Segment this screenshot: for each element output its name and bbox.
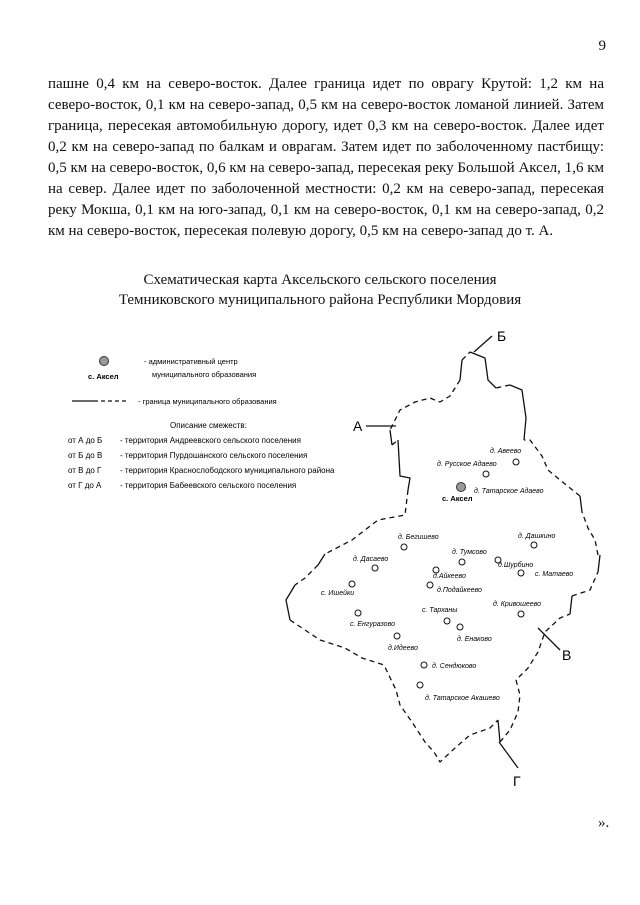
adjacency-segment: от Г до А <box>68 481 102 490</box>
boundary-point-g: Г <box>513 773 521 789</box>
settlement-label: д. Татарское Адаево <box>474 488 544 495</box>
settlement-label: д.Подайкеево <box>437 587 482 594</box>
legend-center-desc-2: муниципального образования <box>152 370 257 379</box>
leader-b <box>474 336 492 352</box>
settlement-label: с. Матаево <box>535 571 574 578</box>
settlement-marker <box>444 618 450 624</box>
legend-adjacency-title: Описание смежеств: <box>170 421 247 430</box>
settlement-label-center: с. Аксел <box>442 494 473 503</box>
closing-quote: ». <box>598 815 610 831</box>
settlement-label: д. Тумсово <box>452 549 487 556</box>
settlement-label: д.Айкеево <box>433 573 466 580</box>
settlement-label: д. Дасаево <box>353 556 389 563</box>
admin-center-icon <box>457 483 466 492</box>
settlement-marker <box>401 544 407 550</box>
adjacency-desc: - территория Бабеевского сельского поселения <box>120 481 297 490</box>
adjacency-segment: от В до Г <box>68 466 102 475</box>
boundary-solid-segments <box>286 352 600 742</box>
map-title-line-1: Схематическая карта Аксельского сельского поселения <box>143 272 497 288</box>
leader-v <box>538 628 560 650</box>
leader-g <box>499 742 518 768</box>
settlement-label: д. Енаково <box>457 636 492 643</box>
settlement-label: д. Дашкино <box>518 533 556 540</box>
settlement-label: с. Енгуразово <box>350 621 395 628</box>
settlement-marker <box>518 611 524 617</box>
legend-border-desc: - граница муниципального образования <box>138 397 277 406</box>
adjacency-desc: - территория Пурдошанского сельского поселения <box>120 451 308 460</box>
boundary-description-paragraph: пашне 0,4 км на северо-восток. Далее граница идет по оврагу Крутой: 1,2 км на северо-восток, 0,1 км на северо-запад, 0,5 км на северо-восток ломаной линией. Затем граница, пересекая автомобильную дорогу, идет 0,3 км на северо-восток. Далее идет 0,2 км на северо-запад по балкам и оврагам. Затем идет по заболоченному пастбищу: 0,5 км на северо-восток, 0,6 км на северо-запад, пересекая реку Большой Аксел, 1,6 км на север. Далее идет по заболоченной местности: 0,2 км на северо-запад, пересекая реку Мокша, 0,1 км на юго-запад, 0,1 км на северо-восток, 0,1 км на северо-запад, 0,2 км на северо-восток, пересекая полевую дорогу, 0,5 км на северо-запад до т. А. <box>48 76 604 239</box>
settlement-marker <box>394 633 400 639</box>
settlement-marker <box>457 624 463 630</box>
boundary-point-a: А <box>353 418 363 434</box>
page-number: 9 <box>598 38 606 54</box>
settlement-marker <box>518 570 524 576</box>
settlement-marker <box>531 542 537 548</box>
settlement-label: д. Кривошеево <box>493 601 542 608</box>
settlement-marker <box>427 582 433 588</box>
settlement-label: д.Шурбино <box>498 562 534 569</box>
settlement-label: д. Сендюково <box>432 663 477 670</box>
settlement-label: д. Авеево <box>490 448 522 455</box>
map-title-line-2: Темниковского муниципального района Республики Мордовия <box>118 292 522 308</box>
legend-center-desc-1: - административный центр <box>144 357 238 366</box>
legend-center-sample: с. Аксел <box>88 372 119 381</box>
boundary-point-b: Б <box>497 328 507 344</box>
boundary-point-v: В <box>562 647 572 663</box>
settlement-marker <box>417 682 423 688</box>
settlement-marker <box>513 459 519 465</box>
settlement-marker <box>483 471 489 477</box>
settlement-label: д. Бегишево <box>398 534 439 541</box>
settlement-marker <box>421 662 427 668</box>
settlement-marker <box>459 559 465 565</box>
map-legend <box>68 357 335 491</box>
settlement-label: с. Ишейки <box>321 590 355 597</box>
settlement-label: д. Русское Адаево <box>437 461 497 468</box>
settlement-marker <box>355 610 361 616</box>
settlement-label: с. Тарханы <box>422 607 458 614</box>
settlement-marker <box>372 565 378 571</box>
adjacency-segment: от Б до В <box>68 451 103 460</box>
settlement-label: д.Идеево <box>388 645 418 652</box>
adjacency-desc: - территория Андреевского сельского поселения <box>120 436 301 445</box>
settlement-marker <box>349 581 355 587</box>
legend-admin-center-icon <box>100 357 109 366</box>
adjacency-desc: - территория Краснослободского муниципального района <box>120 466 335 475</box>
settlement-label: д. Татарское Акашево <box>425 695 500 702</box>
settlements <box>321 447 573 702</box>
adjacency-segment: от А до Б <box>68 436 103 445</box>
municipal-boundary <box>286 336 600 768</box>
